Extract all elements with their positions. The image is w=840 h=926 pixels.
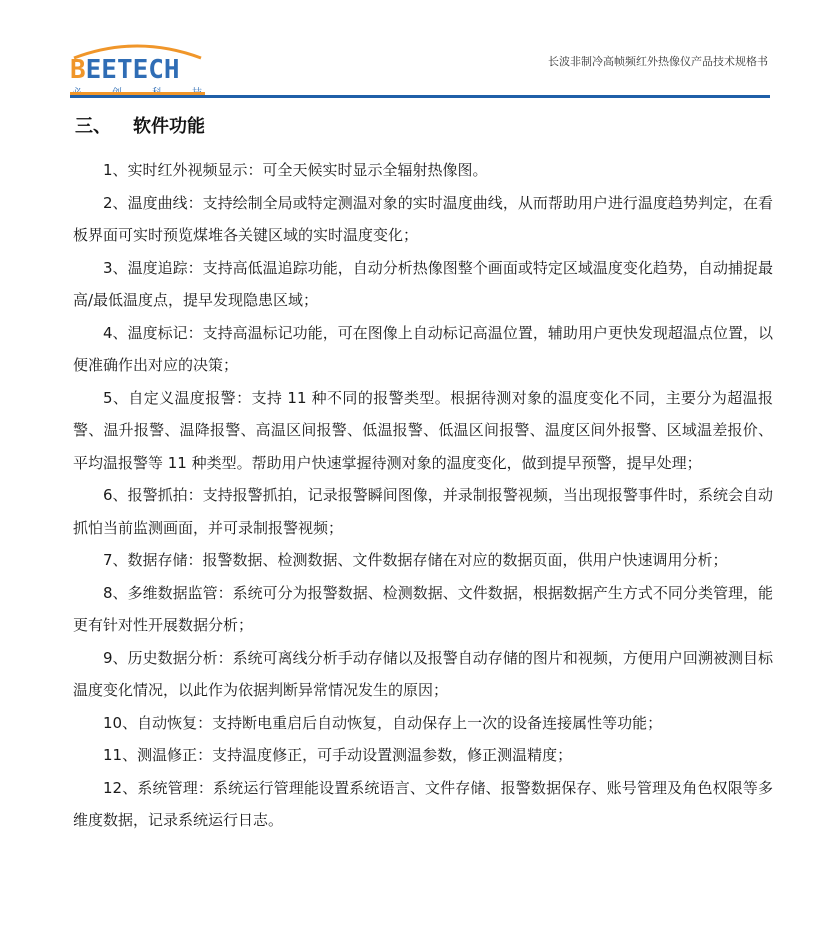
feature-item: 4、温度标记：支持高温标记功能，可在图像上自动标记高温位置，辅助用户更快发现超温点位置，以便准确作出对应的决策； bbox=[73, 323, 773, 374]
beetech-logo bbox=[70, 40, 205, 96]
logo-wordmark: BEETECH bbox=[70, 55, 180, 85]
feature-item: 10、自动恢复：支持断电重启后自动恢复，自动保存上一次的设备连接属性等功能； bbox=[103, 713, 663, 732]
feature-item: 6、报警抓拍：支持报警抓拍，记录报警瞬间图像，并录制报警视频，当出现报警事件时，系统会自动抓怕当前监测画面，并可录制报警视频； bbox=[73, 486, 773, 537]
page-header bbox=[0, 0, 840, 100]
feature-item: 3、温度追踪：支持高低温追踪功能，自动分析热像图整个画面或特定区域温度变化趋势，自动捕捉最高/最低温度点，提早发现隐患区域； bbox=[73, 258, 773, 309]
section-heading bbox=[75, 112, 205, 138]
document-title: 长波非制冷高帧频红外热像仪产品技术规格书 bbox=[548, 55, 768, 68]
feature-item: 9、历史数据分析：系统可离线分析手动存储以及报警自动存储的图片和视频，方便用户回溯被测目标温度变化情况，以此作为依据判断异常情况发生的原因； bbox=[73, 648, 773, 699]
feature-item: 12、系统管理：系统运行管理能设置系统语言、文件存储、报警数据保存、账号管理及角色权限等多维度数据，记录系统运行日志。 bbox=[73, 778, 773, 829]
feature-item: 7、数据存储：报警数据、检测数据、文件数据存储在对应的数据页面，供用户快速调用分析； bbox=[103, 551, 728, 569]
feature-item: 2、温度曲线：支持绘制全局或特定测温对象的实时温度曲线，从而帮助用户进行温度趋势判定，在看板界面可实时预览煤堆各关键区域的实时温度变化； bbox=[73, 193, 773, 244]
feature-item: 11、测温修正：支持温度修正，可手动设置测温参数，修正测温精度； bbox=[103, 746, 573, 764]
feature-list bbox=[73, 154, 773, 837]
feature-item: 8、多维数据监管：系统可分为报警数据、检测数据、文件数据，根据数据产生方式不同分类管理，能更有针对性开展数据分析； bbox=[73, 583, 773, 634]
feature-item: 1、实时红外视频显示：可全天候实时显示全辐射热像图。 bbox=[103, 161, 488, 179]
section-title: 软件功能 bbox=[133, 116, 205, 137]
feature-item: 5、自定义温度报警：支持 11 种不同的报警类型。根据待测对象的温度变化不同，主要分为超温报警、温升报警、温降报警、高温区间报警、低温报警、低温区间报警、温度区间外报警、区域温差报价、平均温报警等 11 种类型。帮助用户快速掌握待测对象的温度变化，做到提早预警，提早处理； bbox=[73, 388, 773, 472]
section-number: 三、 bbox=[75, 116, 111, 137]
header-rule bbox=[70, 95, 770, 98]
